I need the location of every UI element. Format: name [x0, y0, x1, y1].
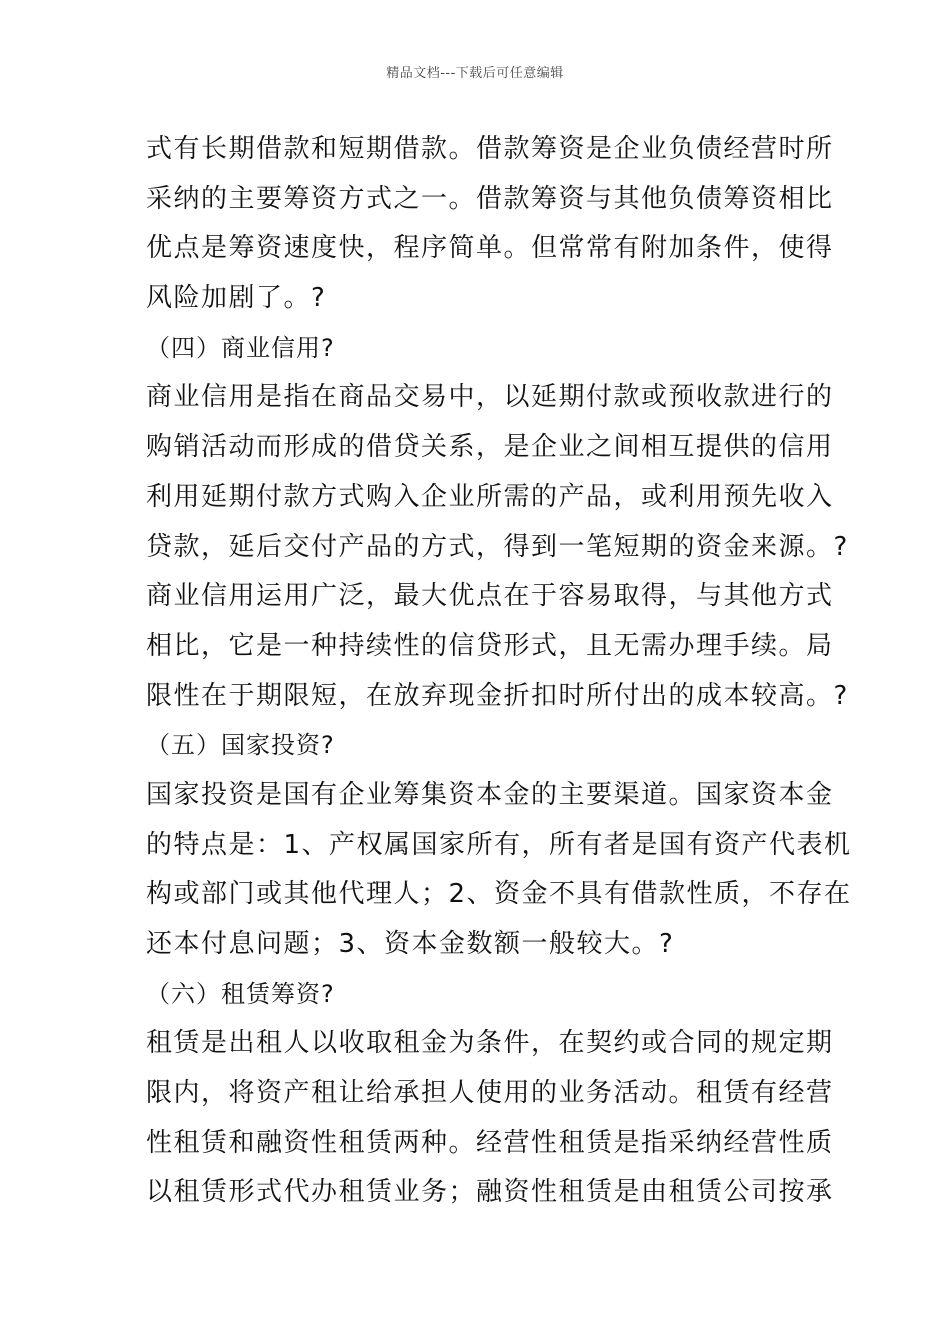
paragraph-line: 还本付息问题；3、资本金数额一般较大。?: [146, 929, 675, 959]
paragraph-line: 国家投资是国有企业筹集资本金的主要渠道。国家资本金: [146, 779, 834, 810]
paragraph-line: 商业信用运用广泛，最大优点在于容易取得，与其他方式: [146, 581, 834, 612]
paragraph-line: 租赁是出租人以收取租金为条件，在契约或合同的规定期: [146, 1028, 834, 1059]
paragraph-line: 限性在于期限短，在放弃现金折扣时所付出的成本较高。?: [146, 680, 849, 711]
paragraph-line: 限内，将资产租让给承担人使用的业务活动。租赁有经营: [146, 1078, 834, 1109]
paragraph-line: 性租赁和融资性租赁两种。经营性租赁是指采纳经营性质: [146, 1127, 834, 1158]
paragraph-line: 采纳的主要筹资方式之一。借款筹资与其他负债筹资相比: [146, 183, 834, 214]
document-body: [146, 125, 852, 1218]
section-heading: （五）国家投资?: [146, 731, 335, 760]
paragraph-line: 以租赁形式代办租赁业务；融资性租赁是由租赁公司按承: [146, 1177, 834, 1208]
paragraph-line: 购销活动而形成的借贷关系，是企业之间相互提供的信用: [146, 432, 834, 463]
paragraph-line: 贷款，延后交付产品的方式，得到一笔短期的资金来源。?: [146, 531, 849, 562]
paragraph-line: 构或部门或其他代理人；2、资金不具有借款性质，不存在: [146, 879, 852, 910]
page-header: 精品文档---下载后可任意编辑: [386, 66, 564, 81]
paragraph-line: 商业信用是指在商品交易中，以延期付款或预收款进行的: [146, 382, 834, 413]
section-heading: （六）租赁筹资?: [146, 979, 335, 1008]
section-heading: （四）商业信用?: [146, 333, 335, 362]
paragraph-line: 相比，它是一种持续性的信贷形式，且无需办理手续。局: [146, 630, 834, 661]
paragraph-line: 利用延期付款方式购入企业所需的产品，或利用预先收入: [146, 481, 834, 512]
paragraph-line: 风险加剧了。?: [146, 283, 327, 314]
paragraph-line: 的特点是：1、产权属国家所有，所有者是国有资产代表机: [146, 829, 852, 860]
paragraph-line: 优点是筹资速度快，程序简单。但常常有附加条件，使得: [146, 233, 834, 264]
paragraph-line: 式有长期借款和短期借款。借款筹资是企业负债经营时所: [146, 134, 834, 164]
